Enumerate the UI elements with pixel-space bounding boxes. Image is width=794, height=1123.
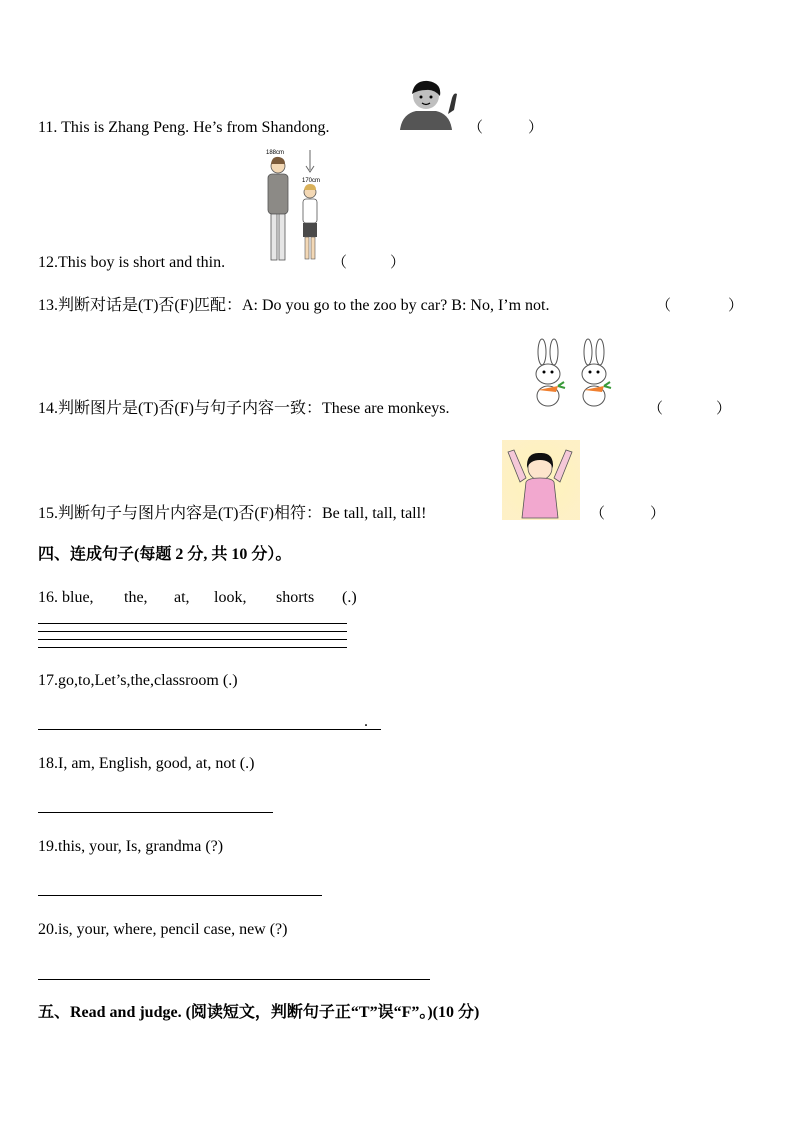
q13-text: 13.判断对话是(T)否(F)匹配：A: Do you go to the zoo by car? B: No, I’m not. (38, 297, 550, 314)
item16-word-4: look, (214, 589, 247, 606)
q15-open-paren: （ (590, 506, 606, 522)
item16-answer-line-1[interactable] (38, 623, 347, 624)
height-tall-label: 188cm (266, 150, 285, 156)
q15-close-paren: ） (650, 506, 666, 522)
item16-word-1: 16. blue, (38, 589, 94, 606)
item17-text: 17.go,to,Let’s,the,classroom (.) (38, 672, 238, 689)
q13-close-paren: ） (728, 298, 744, 314)
item18-text: 18.I, am, English, good, at, not (.) (38, 755, 255, 772)
item19-text: 19.this, your, Is, grandma (?) (38, 838, 224, 855)
item20-answer-line[interactable] (38, 979, 430, 980)
rabbits-with-carrots-illustration (528, 338, 622, 410)
item18-answer-line[interactable] (38, 812, 273, 813)
item19-answer-line[interactable] (38, 895, 322, 896)
q11-open-paren: （ (468, 120, 484, 136)
q14-text: 14.判断图片是(T)否(F)与句子内容一致：These are monkeys. (38, 400, 450, 417)
q15-text: 15.判断句子与图片内容是(T)否(F)相符：Be tall, tall, tall! (38, 505, 427, 522)
q14-open-paren: （ (648, 401, 664, 417)
boy-waving-illustration (394, 80, 460, 134)
item17-answer-line[interactable] (38, 729, 381, 730)
item16-word-5: shorts (276, 589, 315, 606)
item17-end-mark: . (364, 713, 368, 730)
item16-answer-line-3[interactable] (38, 639, 347, 640)
q12-open-paren: （ (332, 255, 348, 271)
item20-text: 20.is, your, where, pencil case, new (?) (38, 921, 288, 938)
item16-answer-line-4[interactable] (38, 647, 347, 648)
section4-title: 四、连成句子(每题 2 分, 共 10 分）。 (38, 546, 292, 563)
item16-word-6: (.) (342, 589, 357, 606)
q12-text: 12.This boy is short and thin. (38, 254, 226, 271)
q11-close-paren: ） (528, 120, 544, 136)
man-and-boy-height-illustration (258, 146, 330, 270)
section5-title: 五、Read and judge. (阅读短文，判断句子正“T”误“F”。)(10 分) (38, 1004, 480, 1021)
item16-word-2: the, (124, 589, 148, 606)
girl-arms-up-illustration (498, 438, 582, 522)
item16-answer-line-2[interactable] (38, 631, 347, 632)
height-short-label: 170cm (302, 178, 321, 184)
q11-text: 11. This is Zhang Peng. He’s from Shandong. (38, 119, 330, 136)
q12-close-paren: ） (390, 255, 406, 271)
q14-close-paren: ） (716, 401, 732, 417)
item16-word-3: at, (174, 589, 190, 606)
q13-open-paren: （ (656, 298, 672, 314)
